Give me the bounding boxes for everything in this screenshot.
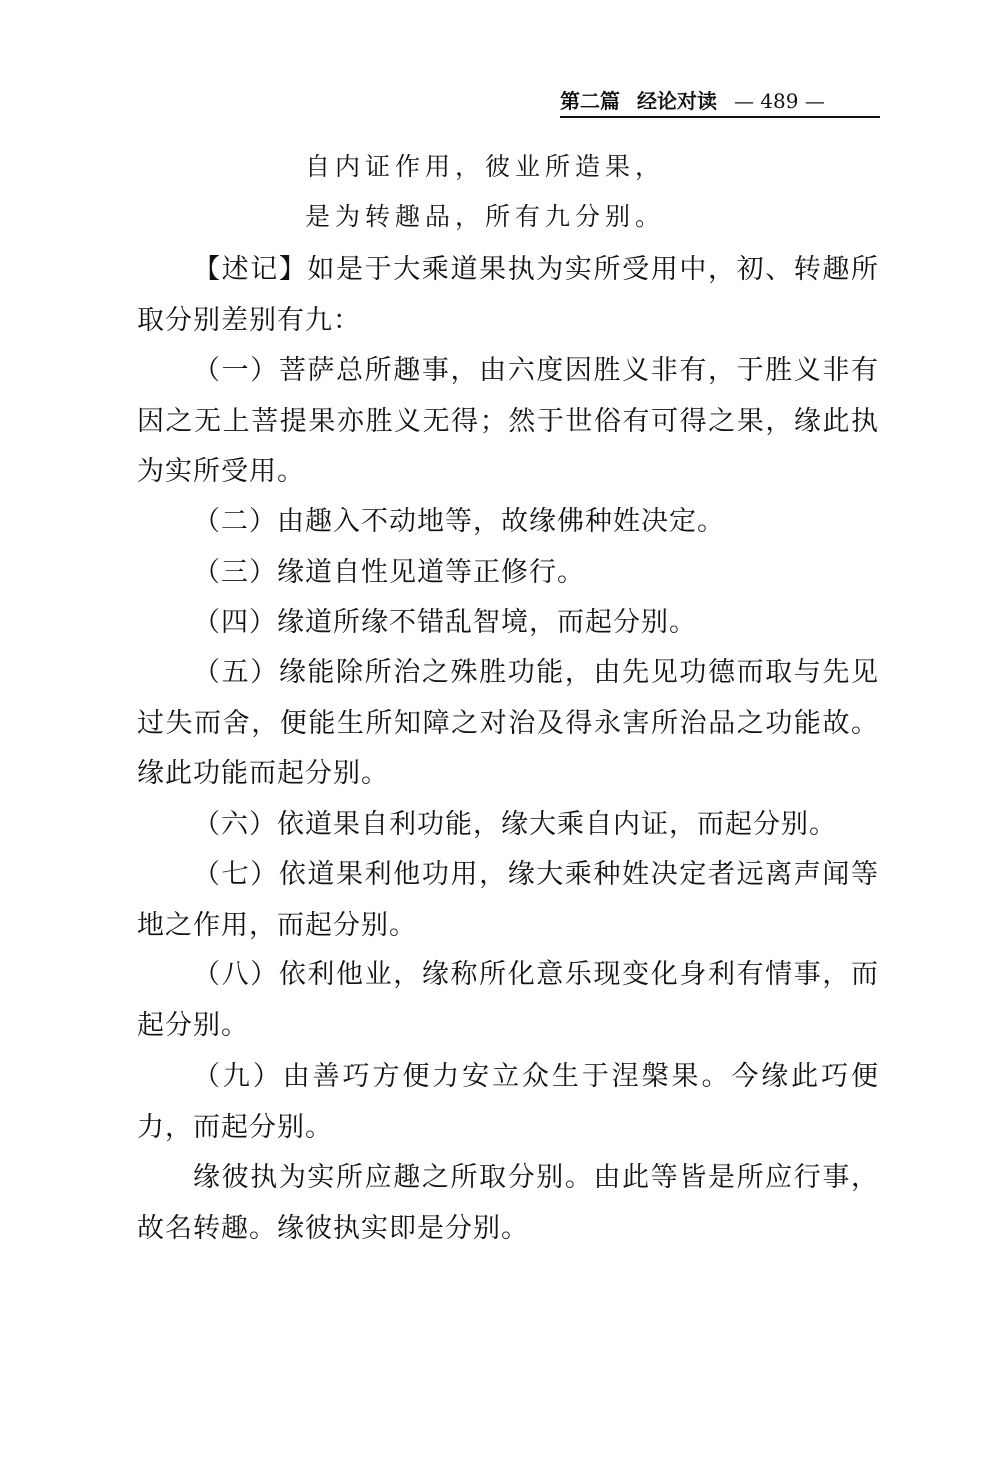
paragraph-item-6: （六）依道果自利功能，缘大乘自内证，而起分别。: [193, 809, 837, 840]
page-number: — 489 —: [733, 89, 825, 113]
paragraph-item-5: （五）缘能除所治之殊胜功能，由先见功德而取与先见过失而舍，便能生所知障之对治及得永害所治品之功能故。缘此功能而起分别。: [137, 657, 879, 789]
paragraph-item-8: （八）依利他业，缘称所化意乐现变化身利有情事，而起分别。: [137, 959, 879, 1041]
section-title: 经论对读: [636, 89, 717, 113]
verse-line-1: 自内证作用，彼业所造果，: [305, 152, 666, 181]
part-label: 第二篇: [560, 89, 620, 113]
running-header: [560, 88, 880, 118]
paragraph-item-2: （二）由趣入不动地等，故缘佛种姓决定。: [193, 506, 725, 537]
paragraph-conclusion: 缘彼执为实所应趣之所取分别。由此等皆是所应行事，故名转趣。缘彼执实即是分别。: [137, 1162, 879, 1244]
verse-line-2: 是为转趣品，所有九分别。: [305, 202, 666, 231]
paragraph-item-4: （四）缘道所缘不错乱智境，而起分别。: [193, 607, 697, 638]
paragraph-item-9: （九）由善巧方便力安立众生于涅槃果。今缘此巧便力，而起分别。: [137, 1061, 879, 1143]
paragraph-item-7: （七）依道果利他功用，缘大乘种姓决定者远离声闻等地之作用，而起分别。: [137, 859, 879, 941]
paragraph-item-3: （三）缘道自性见道等正修行。: [193, 557, 585, 588]
paragraph-commentary-intro: 【述记】如是于大乘道果执为实所受用中，初、转趣所取分别差别有九：: [137, 254, 879, 336]
paragraph-item-1: （一）菩萨总所趣事，由六度因胜义非有，于胜义非有因之无上菩提果亦胜义无得；然于世俗有可得之果，缘此执为实所受用。: [137, 355, 879, 487]
